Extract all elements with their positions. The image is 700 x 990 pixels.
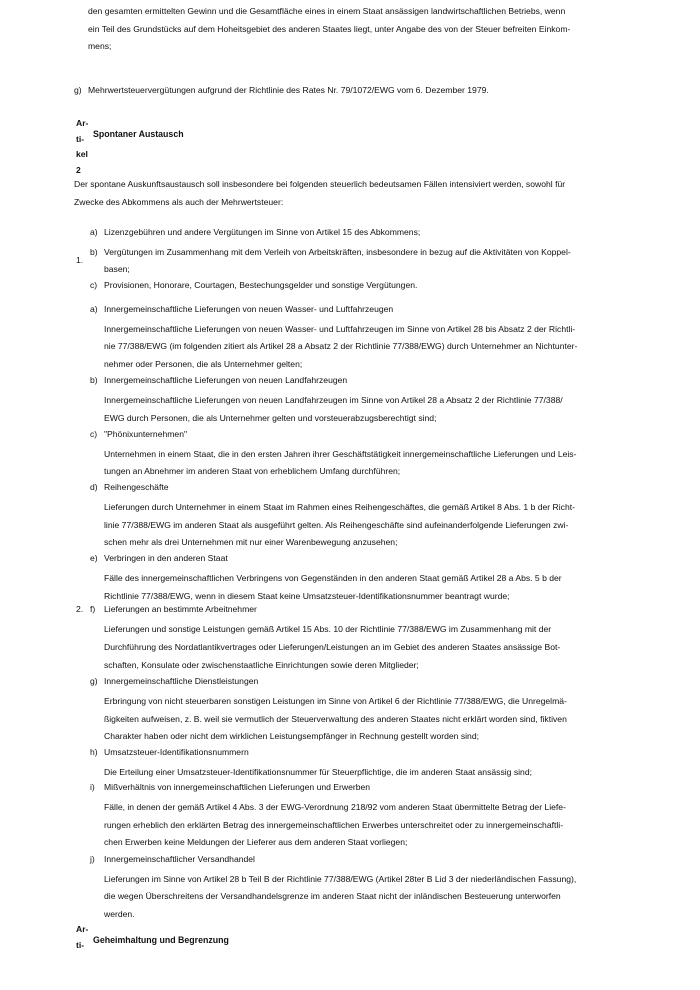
- article-title: Spontaner Austausch: [93, 129, 184, 139]
- item-text: Vergütungen im Zusammenhang mit dem Verleih von Arbeitskräften, insbesondere in bezug auf die Aktivitäten von Koppel-: [104, 247, 571, 257]
- item-text: EWG durch Personen, die als Unternehmer gelten und vorsteuerabzugsberechtigt sind;: [104, 413, 437, 423]
- item-text: linie 77/388/EWG im anderen Staat als ausgeführt gelten. Als Reihengeschäfte sind aufeinanderfolgende Lieferungen zwi-: [104, 520, 569, 530]
- item-title: Mißverhältnis von innergemeinschaftlichen Lieferungen und Erwerben: [104, 782, 371, 792]
- continuation-line: den gesamten ermittelten Gewinn und die Gesamtfläche eines in einem Staat ansässigen landwirtschaftlichen Betriebs, wenn: [88, 6, 566, 16]
- item-title: Umsatzsteuer-Identifikationsnummern: [104, 747, 249, 757]
- item-text: Die Erteilung einer Umsatzsteuer-Identifikationsnummer für Steuerpflichtige, die im anderen Staat ansässig sind;: [104, 767, 532, 777]
- item-text: nie 77/388/EWG (im folgenden zitiert als Artikel 28 a Absatz 2 der Richtlinie 77/388/EWG) durch Unternehmer an Nichtunter-: [104, 341, 578, 351]
- item-text: Unternehmen in einem Staat, die in den ersten Jahren ihrer Geschäftstätigkeit innergemeinschaftliche Lieferungen und Leis-: [104, 449, 577, 459]
- item-label: h): [90, 747, 98, 757]
- item-text: schaften, Konsulate oder zwischenstaatliche Einrichtungen sowie deren Mitglieder;: [104, 660, 419, 670]
- item-label: i): [90, 782, 95, 792]
- item-title: Lieferungen an bestimmte Arbeitnehmer: [104, 604, 257, 614]
- item-text: tungen an Abnehmer im anderen Staat von erheblichem Umfang durchführen;: [104, 466, 401, 476]
- article-heading-fragment: Ar-: [76, 118, 89, 128]
- item-text: Mehrwertsteuervergütungen aufgrund der Richtlinie des Rates Nr. 79/1072/EWG vom 6. Dezember 1979.: [88, 85, 489, 95]
- item-text: Innergemeinschaftliche Lieferungen von neuen Landfahrzeugen im Sinne von Artikel 28 a Absatz 2 der Richtlinie 77/388/: [104, 395, 563, 405]
- item-title: Innergemeinschaftliche Lieferungen von neuen Landfahrzeugen: [104, 375, 348, 385]
- item-label: g): [90, 676, 98, 686]
- article-heading-fragment: kel: [76, 149, 88, 159]
- item-text: Lizenzgebühren und andere Vergütungen im Sinne von Artikel 15 des Abkommens;: [104, 227, 421, 237]
- item-label: d): [90, 482, 98, 492]
- item-label: b): [90, 375, 98, 385]
- item-text: Richtlinie 77/388/EWG, wenn in diesem Staat keine Umsatzsteuer-Identifikationsnummer beantragt wurde;: [104, 591, 510, 601]
- item-text: schen mehr als drei Unternehmen mit nur einer Warenbewegung anzusehen;: [104, 537, 398, 547]
- item-title: Reihengeschäfte: [104, 482, 169, 492]
- item-title: Innergemeinschaftliche Dienstleistungen: [104, 676, 259, 686]
- item-label: e): [90, 553, 98, 563]
- item-title: Innergemeinschaftliche Lieferungen von neuen Wasser- und Luftfahrzeugen: [104, 304, 394, 314]
- item-label: c): [90, 429, 98, 439]
- intro-line: Zwecke des Abkommens als auch der Mehrwertsteuer:: [74, 196, 284, 207]
- item-text: chen Erwerben keine Meldungen der Lieferer aus dem anderen Staat vorliegen;: [104, 837, 408, 847]
- item-title: Innergemeinschaftlicher Versandhandel: [104, 854, 255, 864]
- item-text: werden.: [104, 909, 135, 919]
- item-text: ßigkeiten aufweisen, z. B. weil sie vermutlich der Steuerverwaltung des anderen Staates nicht erklärt worden sind, fiktiven: [104, 714, 567, 724]
- item-text: Durchführung des Nordatlantikvertrages oder Lieferungen/Leistungen an im Gebiet des anderen Staates ansässige Bot-: [104, 642, 561, 652]
- item-label: a): [90, 227, 98, 237]
- item-title: "Phönixunternehmen": [104, 429, 188, 439]
- item-text: Lieferungen und sonstige Leistungen gemäß Artikel 15 Abs. 10 der Richtlinie 77/388/EWG im Zusammenhang mit der: [104, 624, 552, 634]
- article-heading-fragment: ti-: [76, 939, 85, 950]
- item-text: basen;: [104, 264, 130, 274]
- item-text: Innergemeinschaftliche Lieferungen von neuen Wasser- und Luftfahrzeugen im Sinne von Artikel 28 bis Absatz 2 der Richtli-: [104, 324, 576, 334]
- intro-line: Der spontane Auskunftsaustausch soll insbesondere bei folgenden steuerlich bedeutsamen Fällen intensiviert werden, sowohl für: [74, 179, 566, 189]
- item-text: Erbringung von nicht steuerbaren sonstigen Leistungen im Sinne von Artikel 6 der Richtlinie 77/388/EWG, die Unregelmä-: [104, 696, 567, 706]
- item-text: Provisionen, Honorare, Courtagen, Bestechungsgelder und sonstige Vergütungen.: [104, 280, 418, 290]
- paragraph-number: 2.: [76, 604, 84, 614]
- item-text: Fälle, in denen der gemäß Artikel 4 Abs. 3 der EWG-Verordnung 218/92 vom anderen Staat übermittelte Betrag der Liefe-: [104, 802, 566, 812]
- item-text: Lieferungen durch Unternehmer in einem Staat im Rahmen eines Reihengeschäftes, die gemäß Artikel 8 Abs. 1 b der Richt-: [104, 502, 575, 512]
- item-text: rungen erheblich den erklärten Betrag des innergemeinschaftlichen Erwerbes unterschreitet oder zu innergemeinschaftli-: [104, 820, 564, 830]
- item-text: die wegen Überschreitens der Versandhandelsgrenze im anderen Staat nicht der inländischen Besteuerung unterworfen: [104, 891, 561, 901]
- item-text: Fälle des innergemeinschaftlichen Verbringens von Gegenständen in den anderen Staat gemäß Artikel 28 a Abs. 5 b der: [104, 573, 562, 583]
- continuation-line: ein Teil des Grundstücks auf dem Hoheitsgebiet des anderen Staates liegt, unter Angabe des von der Steuer befreiten Einkom-: [88, 23, 571, 34]
- item-label: g): [74, 85, 82, 95]
- article-title: Geheimhaltung und Begrenzung: [93, 935, 229, 945]
- item-text: Charakter haben oder nicht dem wirklichen Leistungsempfänger in Rechnung gestellt worden sind;: [104, 731, 479, 741]
- item-title: Verbringen in den anderen Staat: [104, 553, 228, 563]
- continuation-line: mens;: [88, 41, 112, 51]
- article-heading-fragment: 2: [76, 164, 81, 175]
- item-label: b): [90, 247, 98, 257]
- item-label: j): [90, 854, 95, 864]
- paragraph-number: 1.: [76, 255, 84, 265]
- item-text: nehmer oder Personen, die als Unternehmer gelten;: [104, 359, 303, 369]
- item-label: f): [90, 604, 96, 614]
- item-text: Lieferungen im Sinne von Artikel 28 b Teil B der Richtlinie 77/388/EWG (Artikel 28ter B Lid 3 der niederländischen Fassung),: [104, 874, 577, 884]
- item-label: a): [90, 304, 98, 314]
- item-label: c): [90, 280, 98, 290]
- article-heading-fragment: ti-: [76, 133, 85, 144]
- article-heading-fragment: Ar-: [76, 924, 89, 934]
